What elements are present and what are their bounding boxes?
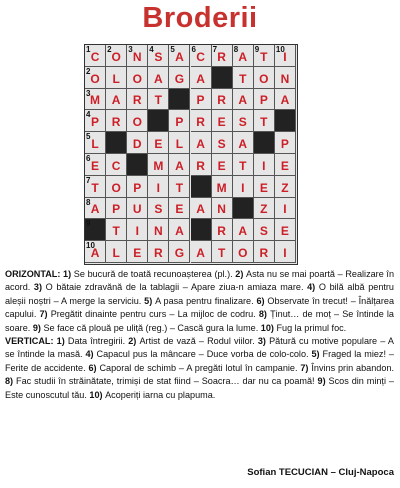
cell-letter: S [217, 136, 226, 151]
clue-number: 8 [86, 197, 91, 207]
grid-cell[interactable] [148, 241, 169, 263]
clues-section [5, 268, 394, 402]
grid-cell[interactable] [106, 110, 127, 132]
grid-cell[interactable] [106, 154, 127, 176]
cell-letter: A [238, 224, 248, 239]
cell-letter: R [132, 93, 142, 108]
cell-letter: P [196, 93, 205, 108]
clue-text: Se face că plouă pe uliță (reg.) – Cască gura la lume. [43, 322, 261, 333]
cell-letter: I [156, 180, 161, 195]
clue-number: 3) [257, 336, 270, 347]
grid-cell[interactable] [212, 89, 233, 111]
clue-number: 5) [311, 349, 323, 360]
grid-cell[interactable] [106, 176, 127, 198]
grid-cell[interactable] [169, 198, 190, 220]
grid-cell[interactable] [127, 241, 148, 263]
black-square [127, 154, 148, 176]
cell-letter: O [132, 71, 142, 86]
grid-cell[interactable] [254, 176, 275, 198]
cell-letter: D [132, 136, 142, 151]
grid-cell[interactable] [106, 89, 127, 111]
cell-letter: R [196, 115, 205, 130]
cell-letter: C [196, 49, 205, 64]
grid-cell[interactable] [233, 89, 254, 111]
grid-cell[interactable] [233, 219, 254, 241]
cell-letter: T [154, 93, 163, 108]
cell-letter: P [259, 93, 268, 108]
clue-text: Caporal de schimb – A pregăti lotul în campanie. [99, 362, 301, 373]
grid-cell[interactable] [106, 198, 127, 220]
clue-number: 2 [86, 66, 91, 76]
cell-letter: N [132, 49, 142, 64]
cell-letter: R [217, 224, 226, 239]
cell-letter: A [196, 71, 205, 86]
grid-cell[interactable] [169, 67, 190, 89]
cell-letter: R [217, 93, 226, 108]
grid-cell[interactable] [148, 67, 169, 89]
cell-letter: R [196, 158, 205, 173]
grid-cell[interactable] [233, 176, 254, 198]
grid-cell[interactable] [212, 154, 233, 176]
grid-cell[interactable] [169, 45, 190, 67]
grid-cell[interactable] [106, 67, 127, 89]
clue-number: 10 [86, 241, 95, 251]
grid-cell[interactable] [85, 132, 106, 154]
cell-letter: I [241, 180, 245, 195]
cell-letter: G [174, 245, 185, 260]
cell-letter: I [135, 224, 139, 239]
cell-letter: E [217, 158, 226, 173]
clue-text: Fac studii în străinătate, trimiși de stat fiind – Soacra… dar nu ca poamă! [16, 376, 318, 387]
clue-text: Acoperiți iarna cu plapuma. [105, 389, 216, 400]
cell-letter: A [238, 136, 248, 151]
cell-letter: P [280, 136, 289, 151]
grid-cell[interactable] [191, 198, 212, 220]
grid-cell[interactable] [106, 241, 127, 263]
clue-text: Învins prin abandon. [311, 362, 394, 373]
cell-letter: I [262, 158, 266, 173]
grid-cell[interactable] [127, 198, 148, 220]
clue-text: Scos din minți – Este cunoscutul tău. [5, 376, 394, 400]
clue-number: 1 [86, 45, 91, 54]
grid-cell[interactable] [212, 219, 233, 241]
grid-cell[interactable] [191, 110, 212, 132]
grid-cell[interactable] [106, 45, 127, 67]
clue-number: 2) [128, 336, 140, 347]
clue-number: 10) [89, 389, 106, 400]
cell-letter: T [260, 49, 268, 64]
cell-letter: E [154, 136, 163, 151]
clue-number: 4) [307, 282, 319, 293]
black-square [254, 132, 275, 154]
clue-number: 7 [86, 175, 91, 185]
cell-letter: Z [281, 180, 289, 195]
grid-cell[interactable] [275, 89, 296, 111]
author-credit: Sofian TECUCIAN – Cluj-Napoca [247, 467, 394, 478]
clue-text: Fraged la miez! – Ferite de accidente. [5, 349, 394, 373]
cell-letter: O [111, 49, 121, 64]
clue-number: 8) [5, 376, 17, 387]
cell-letter: G [174, 71, 185, 86]
cell-letter: T [175, 180, 184, 195]
clue-number: 4 [149, 45, 154, 54]
cell-letter: E [217, 115, 226, 130]
cell-letter: A [196, 136, 205, 151]
clue-text: Capacul pus la mâncare – Duce vorba de colo-colo. [96, 349, 312, 360]
clue-number: 6 [86, 154, 91, 163]
clue-number: 4) [85, 349, 97, 360]
cell-letter: N [280, 71, 290, 86]
cell-letter: P [175, 115, 184, 130]
clue-text: Se bucură de toată recunoașterea (pl.). [73, 269, 236, 279]
cell-letter: O [111, 180, 121, 195]
cell-letter: S [154, 49, 163, 64]
grid-cell[interactable] [127, 67, 148, 89]
clue-number: 8 [233, 45, 239, 54]
clue-text: Pătură cu motive populare – A se întinde la masă. [5, 336, 394, 360]
clue-number: 3 [86, 88, 91, 98]
clue-number: 2 [107, 45, 112, 54]
cell-letter: I [283, 49, 287, 64]
clue-text: Pregătit dinainte pentru curs – La mijloc de codru. [50, 309, 259, 320]
clue-number: 9) [32, 322, 44, 333]
cell-letter: U [132, 202, 142, 217]
grid-cell[interactable] [169, 132, 190, 154]
cell-letter: E [91, 158, 100, 173]
clue-number: 10) [260, 322, 277, 333]
cell-letter: P [112, 202, 121, 217]
cell-letter: R [259, 245, 269, 260]
clue-number: 8) [258, 309, 271, 320]
black-square [212, 67, 233, 89]
grid-cell[interactable] [85, 89, 106, 111]
cell-letter: A [280, 93, 290, 108]
grid-cell[interactable] [191, 132, 212, 154]
cell-letter: T [217, 245, 226, 260]
cell-letter: E [280, 224, 289, 239]
grid-cell[interactable] [127, 219, 148, 241]
grid-cell[interactable] [212, 241, 233, 263]
clue-number: 6) [88, 362, 100, 373]
cell-letter: I [283, 202, 287, 217]
cell-letter: A [238, 93, 248, 108]
clue-text: Ținut… de moț – Se întinde la soare. [5, 309, 394, 333]
grid-cell[interactable] [127, 45, 148, 67]
cell-letter: O [132, 115, 142, 130]
grid-cell[interactable] [254, 45, 275, 67]
clue-number: 5 [170, 45, 175, 54]
clue-text: A pasa pentru finalizare. [155, 295, 257, 306]
cell-letter: A [175, 158, 184, 173]
grid-cell[interactable] [169, 110, 190, 132]
cell-letter: E [175, 202, 184, 217]
clue-number: 9 [86, 219, 91, 229]
grid-cell[interactable] [148, 198, 169, 220]
grid-cell[interactable] [191, 45, 212, 67]
grid-cell[interactable] [169, 176, 190, 198]
cell-letter: A [238, 49, 248, 64]
cell-letter: O [238, 245, 248, 260]
clue-text: Asta nu se mai poartă – Realizare în acord. [5, 269, 394, 293]
clue-number: 4 [86, 110, 91, 120]
cell-letter: C [111, 158, 121, 173]
grid-cell[interactable] [233, 132, 254, 154]
cell-letter: P [91, 115, 100, 130]
grid-cell[interactable] [127, 176, 148, 198]
clue-number: 9 [254, 45, 260, 54]
grid-cell[interactable] [254, 241, 275, 263]
grid-cell[interactable] [85, 198, 106, 220]
grid-cell[interactable] [254, 219, 275, 241]
cell-letter: A [90, 202, 100, 217]
cell-letter: Z [260, 202, 268, 217]
clue-number: 7) [300, 362, 312, 373]
clue-text: Observate în trecut! – Înălțarea capului. [5, 295, 394, 320]
cell-letter: T [260, 115, 268, 130]
cell-letter: M [90, 93, 101, 108]
clue-text: Fug la primul foc. [276, 322, 347, 333]
clue-text: O bilă albă pentru aleșii noștri – A merge la serviciu. [5, 282, 394, 306]
grid-cell[interactable] [85, 45, 106, 67]
clue-number: 5 [86, 132, 91, 142]
clue-number: 1) [56, 336, 68, 347]
grid-cell[interactable] [233, 67, 254, 89]
black-square [85, 219, 106, 241]
cell-letter: C [90, 49, 100, 64]
clue-number: 6) [256, 295, 268, 306]
grid-cell[interactable] [191, 241, 212, 263]
cell-letter: L [112, 71, 120, 86]
cell-letter: P [133, 180, 142, 195]
grid-cell[interactable] [275, 45, 296, 67]
grid-cell[interactable] [275, 219, 296, 241]
grid-cell[interactable] [148, 89, 169, 111]
clue-number: 9) [317, 376, 329, 387]
grid-cell[interactable] [85, 110, 106, 132]
cell-letter: L [112, 245, 120, 260]
black-square [169, 89, 190, 111]
crossword-grid [84, 44, 298, 265]
grid-cell[interactable] [275, 241, 296, 263]
grid-cell[interactable] [106, 219, 127, 241]
cell-letter: T [91, 180, 99, 195]
grid-cell[interactable] [212, 110, 233, 132]
black-square [106, 132, 127, 154]
cell-letter: A [175, 224, 184, 239]
black-square [275, 110, 296, 132]
grid-cell[interactable] [191, 154, 212, 176]
cell-letter: A [196, 202, 205, 217]
grid-cell[interactable] [85, 241, 106, 263]
grid-cell[interactable] [212, 132, 233, 154]
grid-cell[interactable] [212, 198, 233, 220]
grid-cell[interactable] [233, 110, 254, 132]
vertical-heading: VERTICAL: [5, 336, 57, 347]
grid-cell[interactable] [127, 89, 148, 111]
grid-cell[interactable] [85, 176, 106, 198]
grid-cell[interactable] [148, 45, 169, 67]
clue-number: 2) [235, 269, 247, 279]
clue-number: 3 [128, 45, 133, 54]
grid-cell[interactable] [169, 154, 190, 176]
grid-cell[interactable] [85, 67, 106, 89]
cell-letter: I [283, 245, 287, 260]
clue-text: O bătaie zdravănă de la tablagii – Apare ziua-n amiaza mare. [45, 282, 308, 293]
grid-cell[interactable] [148, 219, 169, 241]
cell-letter: T [239, 71, 247, 86]
grid-cell[interactable] [275, 154, 296, 176]
cell-letter: R [154, 245, 163, 260]
clue-text: Artist de vază – Rodul viilor. [139, 336, 258, 347]
cell-letter: O [90, 71, 100, 86]
grid-cell[interactable] [254, 154, 275, 176]
grid-cell[interactable] [169, 219, 190, 241]
grid-cell[interactable] [169, 241, 190, 263]
cell-letter: A [196, 245, 205, 260]
cell-letter: S [238, 115, 247, 130]
cell-letter: A [154, 71, 163, 86]
grid-cell[interactable] [254, 67, 275, 89]
cell-letter: M [216, 180, 227, 195]
cell-letter: L [175, 136, 184, 151]
puzzle-title: Broderii [142, 2, 258, 34]
grid-cell[interactable] [127, 110, 148, 132]
cell-letter: N [154, 224, 163, 239]
cell-letter: T [239, 158, 247, 173]
cell-letter: M [153, 158, 164, 173]
cell-letter: E [133, 245, 142, 260]
cell-letter: E [280, 158, 289, 173]
grid-cell[interactable] [275, 132, 296, 154]
black-square [191, 219, 212, 241]
black-square [191, 176, 212, 198]
grid-cell[interactable] [191, 89, 212, 111]
clue-text: Data întregirii. [67, 336, 129, 347]
grid-cell[interactable] [148, 132, 169, 154]
grid-cell[interactable] [254, 110, 275, 132]
cell-letter: E [259, 180, 268, 195]
black-square [148, 110, 169, 132]
cell-letter: L [91, 136, 99, 151]
grid-cell[interactable] [212, 176, 233, 198]
grid-cell[interactable] [233, 154, 254, 176]
grid-cell[interactable] [254, 198, 275, 220]
grid-cell[interactable] [233, 45, 254, 67]
grid-cell[interactable] [212, 45, 233, 67]
grid-cell[interactable] [254, 89, 275, 111]
grid-cell[interactable] [275, 67, 296, 89]
grid-cell[interactable] [148, 176, 169, 198]
grid-cell[interactable] [85, 154, 106, 176]
cell-letter: O [259, 71, 269, 86]
cell-letter: S [154, 202, 163, 217]
cell-letter: S [259, 224, 268, 239]
black-square [233, 198, 254, 220]
horizontal-heading: ORIZONTAL: [5, 269, 64, 279]
clue-number: 3) [33, 282, 46, 293]
grid-cell[interactable] [275, 176, 296, 198]
cell-letter: R [217, 49, 226, 64]
grid-cell[interactable] [148, 154, 169, 176]
clue-number: 6 [191, 45, 196, 54]
clue-number: 5) [144, 295, 156, 306]
grid-cell[interactable] [191, 67, 212, 89]
clue-number: 10 [275, 45, 285, 54]
cell-letter: T [112, 224, 120, 239]
cell-letter: R [111, 115, 121, 130]
clue-number: 7 [212, 45, 218, 54]
clue-number: 1) [63, 269, 74, 279]
cell-letter: A [175, 49, 184, 64]
cell-letter: A [111, 93, 121, 108]
cell-letter: A [90, 245, 100, 260]
grid-cell[interactable] [127, 132, 148, 154]
clue-number: 7) [39, 309, 51, 320]
cell-letter: N [217, 202, 226, 217]
grid-cell[interactable] [233, 241, 254, 263]
grid-cell[interactable] [275, 198, 296, 220]
